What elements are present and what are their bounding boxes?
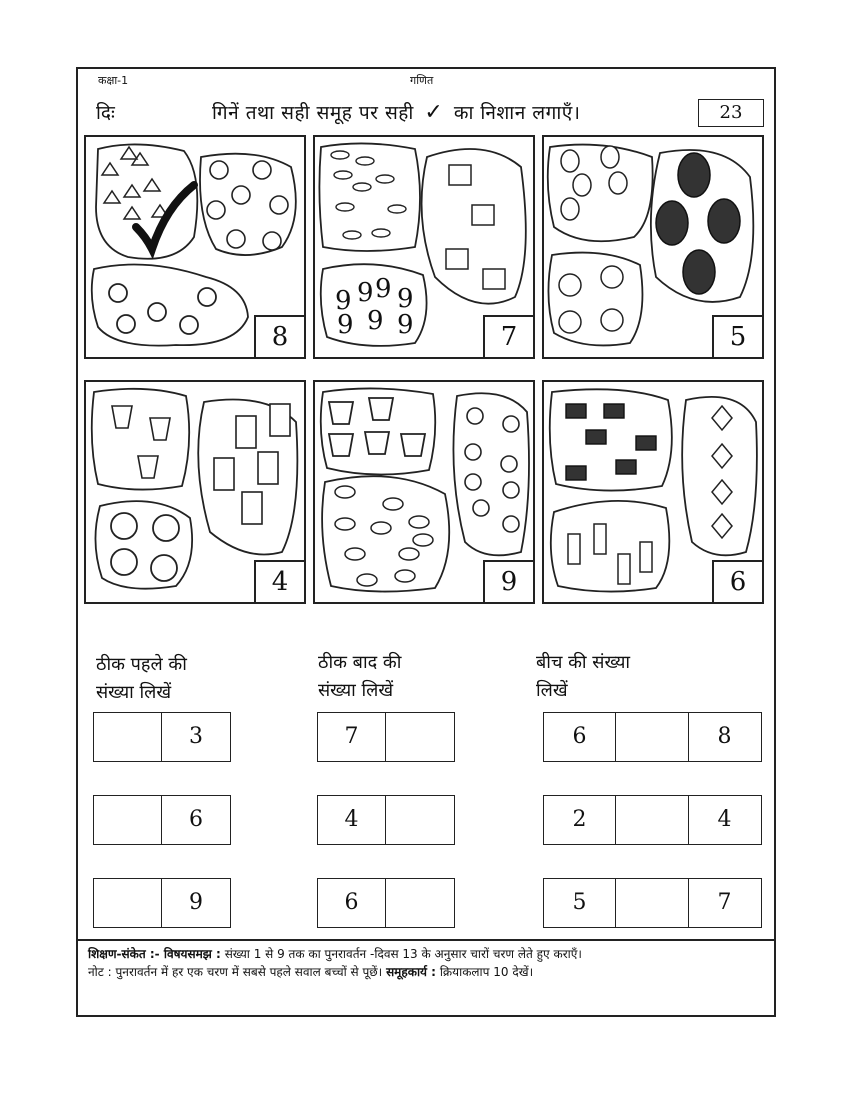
- answer-box: 9: [483, 560, 533, 602]
- given-number-cell: 9: [161, 878, 231, 928]
- note-heading: समूहकार्य :: [386, 965, 436, 979]
- svg-text:9: 9: [375, 274, 392, 304]
- given-number-cell: 3: [161, 712, 231, 762]
- svg-text:9: 9: [397, 284, 414, 314]
- given-number-cell: 8: [688, 712, 762, 762]
- given-number-cell: 2: [543, 795, 617, 845]
- given-number-cell: 7: [688, 878, 762, 928]
- group-blob: [92, 389, 189, 490]
- bucket-icons: [329, 398, 425, 456]
- given-number-cell: 7: [317, 712, 387, 762]
- big-checkmark-icon: [136, 185, 194, 249]
- answer-input-cell[interactable]: [615, 878, 689, 928]
- svg-text:9: 9: [367, 306, 384, 336]
- after-row-2: [318, 795, 455, 845]
- teaching-note-line-2: [88, 963, 764, 981]
- answer-input-cell[interactable]: [93, 795, 163, 845]
- given-number-cell: 4: [317, 795, 387, 845]
- mango-icons: [561, 146, 627, 220]
- seed-icons: [111, 513, 179, 581]
- answer-box: 8: [254, 315, 304, 357]
- answer-box: 4: [254, 560, 304, 602]
- group-blob: [422, 149, 526, 304]
- given-number-cell: 6: [317, 878, 387, 928]
- glass-icons: [214, 404, 290, 524]
- worksheet-page: [76, 67, 776, 1017]
- answer-input-cell[interactable]: [385, 795, 455, 845]
- before-row-2: [94, 795, 231, 845]
- watermelon-icons: [656, 153, 740, 294]
- kite-icons: [712, 406, 732, 538]
- between-row-2: [544, 795, 762, 845]
- count-panel-5: [313, 380, 535, 604]
- answer-input-cell[interactable]: [615, 795, 689, 845]
- pencil-icons: [568, 524, 652, 584]
- group-blob: [92, 265, 248, 346]
- between-row-3: [544, 878, 762, 928]
- page-number: 23: [698, 99, 764, 127]
- teaching-notes: [78, 939, 774, 985]
- nine-icons: [335, 274, 414, 340]
- count-panel-3: [542, 135, 764, 359]
- day-label: दिः: [96, 102, 115, 124]
- tick-icon: ✓: [424, 100, 444, 125]
- svg-text:9: 9: [335, 286, 352, 316]
- note-text: नोट : पुनरावर्तन में हर एक चरण में सबसे पहले सवाल बच्चों से पूछें।: [88, 965, 383, 979]
- before-row-3: [94, 878, 231, 928]
- instruction-text: गिनें तथा सही समूह पर सही: [212, 102, 414, 124]
- answer-box: 7: [483, 315, 533, 357]
- group-blob: [95, 501, 192, 589]
- count-panel-4: [84, 380, 306, 604]
- svg-text:9: 9: [397, 310, 414, 340]
- count-panel-6: [542, 380, 764, 604]
- answer-input-cell[interactable]: [93, 878, 163, 928]
- before-row-1: [94, 712, 231, 762]
- apple-icons: [207, 161, 288, 250]
- given-number-cell: 5: [543, 878, 617, 928]
- answer-box: 5: [712, 315, 762, 357]
- apple-icons: [465, 408, 519, 532]
- mouse-icons: [335, 486, 433, 586]
- given-number-cell: 6: [543, 712, 617, 762]
- count-panel-1: [84, 135, 306, 359]
- count-panel-2: [313, 135, 535, 359]
- hut-icons: [566, 404, 656, 480]
- note-text: क्रियाकलाप 10 देखें।: [439, 965, 534, 979]
- answer-input-cell[interactable]: [615, 712, 689, 762]
- answer-box: 6: [712, 560, 762, 602]
- question-before-title: ठीक पहले की संख्या लिखें: [96, 654, 187, 703]
- after-row-3: [318, 878, 455, 928]
- fish-icons: [331, 151, 406, 239]
- ball-icons: [109, 284, 216, 334]
- instruction: [212, 99, 581, 125]
- note-text: संख्या 1 से 9 तक का पुनरावर्तन -दिवस 13 के अनुसार चारों चरण लेते हुए कराएँ।: [224, 947, 582, 961]
- answer-input-cell[interactable]: [385, 712, 455, 762]
- note-heading: शिक्षण-संकेत :- विषयसमझ :: [88, 947, 221, 961]
- given-number-cell: 6: [161, 795, 231, 845]
- cup-icons: [112, 406, 170, 478]
- group-blob: [453, 393, 529, 555]
- triangle-icons: [102, 147, 168, 219]
- instruction-text-end: का निशान लगाएँ।: [453, 102, 581, 124]
- cube-icons: [446, 165, 505, 289]
- answer-input-cell[interactable]: [385, 878, 455, 928]
- between-row-1: [544, 712, 762, 762]
- svg-text:9: 9: [337, 310, 354, 340]
- tree-icons: [559, 266, 623, 333]
- svg-text:9: 9: [357, 278, 374, 308]
- given-number-cell: 4: [688, 795, 762, 845]
- after-row-1: [318, 712, 455, 762]
- group-blob: [548, 253, 642, 346]
- question-between-title: बीच की संख्या लिखें: [536, 652, 631, 701]
- subject-label: गणित: [410, 74, 434, 87]
- teaching-note-line-1: [88, 945, 764, 963]
- answer-input-cell[interactable]: [93, 712, 163, 762]
- class-label: कक्षा-1: [98, 74, 129, 87]
- question-after-title: ठीक बाद की संख्या लिखें: [318, 652, 402, 701]
